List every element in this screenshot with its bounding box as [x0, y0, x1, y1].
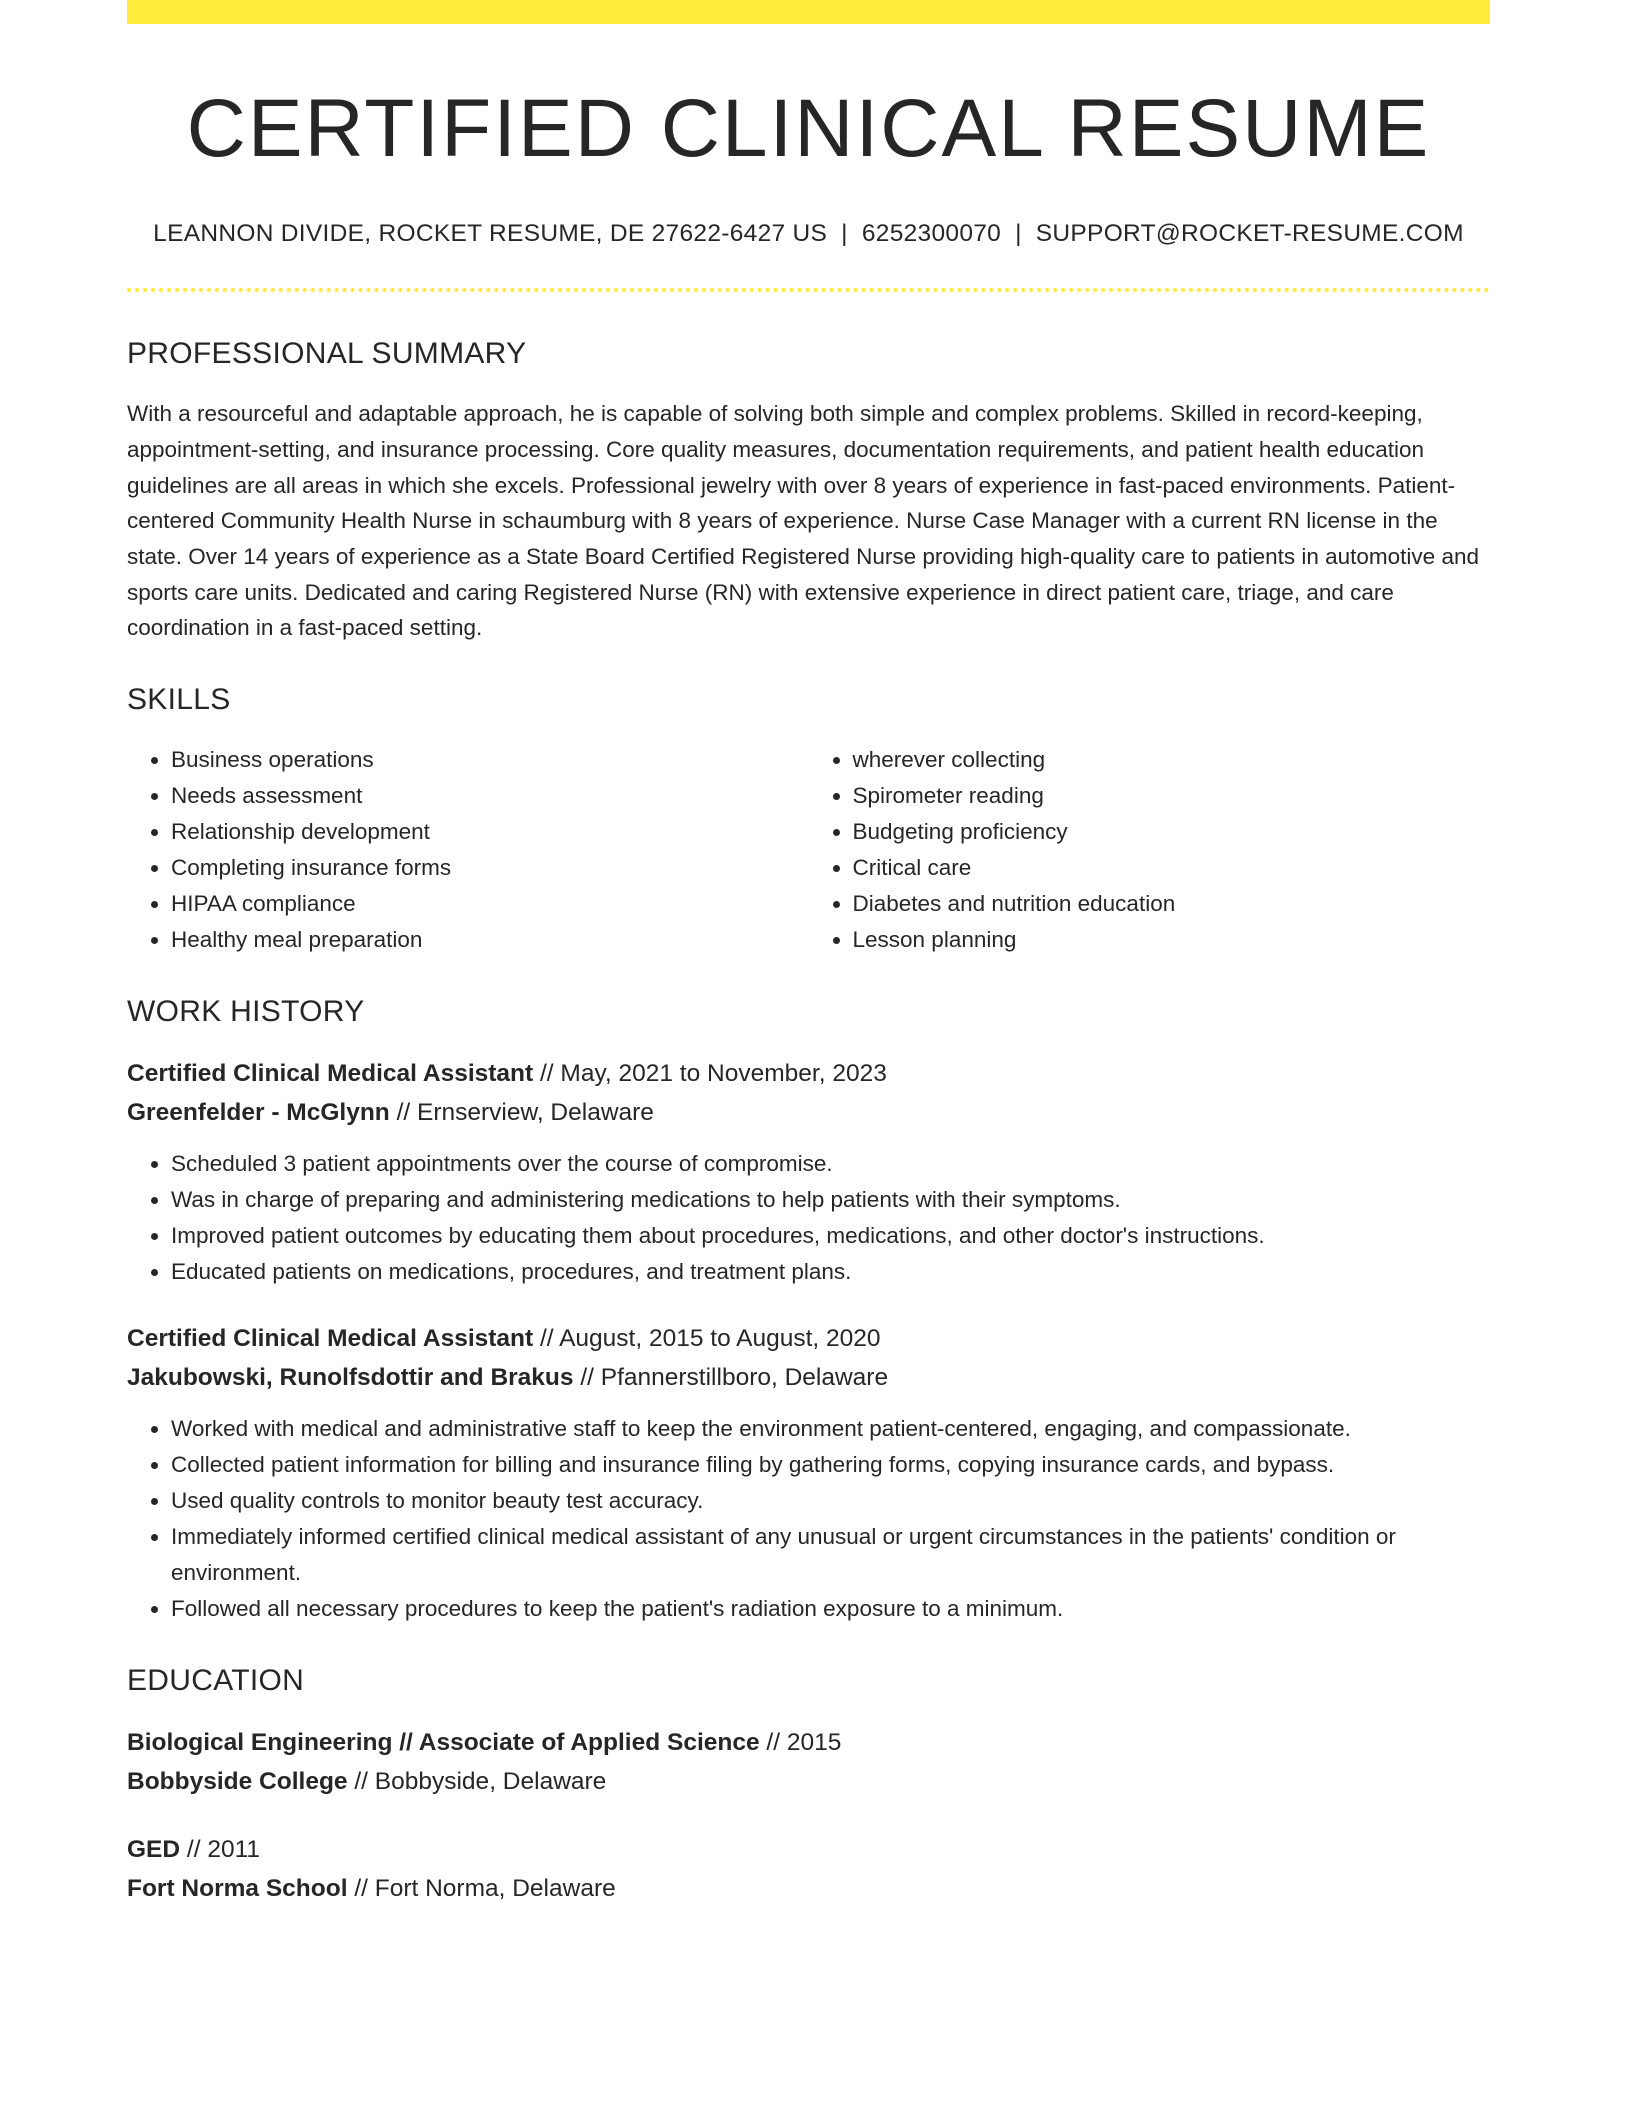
- education-heading: EDUCATION: [127, 1664, 305, 1698]
- job-title: Certified Clinical Medical Assistant: [127, 1325, 534, 1353]
- job-bullet: • Worked with medical and administrative staff to keep the environment patient-centered, engaging, and compassionate.: [171, 1411, 1490, 1447]
- job-title: Certified Clinical Medical Assistant: [127, 1060, 534, 1088]
- job-bullet: • Followed all necessary procedures to keep the patient's radiation exposure to a minimum.: [171, 1591, 1490, 1627]
- contact-phone: 6252300070: [861, 220, 1002, 248]
- job-company-line: [127, 1358, 1490, 1397]
- skill-item: • Business operations: [171, 742, 809, 778]
- work-heading: WORK HISTORY: [127, 995, 365, 1029]
- summary-text: With a resourceful and adaptable approach, he is capable of solving both simple and complex problems. Skilled in record-keeping, appointment-setting, and insurance processing. Core quality measures, documentation requirements, and patient health education guidelines are all areas in which she excels. Professional jewelry with over 8 years of experience in fast-paced environments. Patient-centered Community Health Nurse in schaumburg with 8 years of experience. Nurse Case Manager with a current RN license in the state. Over 14 years of experience as a State Board Certified Registered Nurse providing high-quality care to patients in automotive and sports care units. Dedicated and caring Registered Nurse (RN) with extensive experience in direct patient care, triage, and care coordination in a fast-paced setting.: [127, 401, 1479, 641]
- contact-email: SUPPORT@ROCKET-RESUME.COM: [1035, 220, 1464, 248]
- education-entry: [127, 1830, 1490, 1908]
- skill-item: • Critical care: [853, 850, 1491, 886]
- skills-columns: [127, 742, 1490, 958]
- job-bullet: • Improved patient outcomes by educating them about procedures, medications, and other doctor's instructions.: [171, 1218, 1490, 1254]
- skill-item: • Healthy meal preparation: [171, 922, 809, 958]
- skill-item: • Budgeting proficiency: [853, 814, 1491, 850]
- accent-bar: [127, 0, 1490, 24]
- job-company: Greenfelder - McGlynn: [127, 1099, 390, 1127]
- education-year: // 2015: [759, 1729, 842, 1757]
- contact-separator: |: [841, 220, 848, 248]
- summary-heading: PROFESSIONAL SUMMARY: [127, 337, 527, 371]
- job-title-line: [127, 1054, 1490, 1093]
- job-bullets: [127, 1411, 1490, 1627]
- education-degree-line: [127, 1723, 1490, 1762]
- skill-item: • Completing insurance forms: [171, 850, 809, 886]
- education-entry: [127, 1723, 1490, 1801]
- job-title-line: [127, 1319, 1490, 1358]
- skills-section: [127, 682, 1490, 958]
- skill-item: • HIPAA compliance: [171, 886, 809, 922]
- skill-item: • wherever collecting: [853, 742, 1491, 778]
- job-company: Jakubowski, Runolfsdottir and Brakus: [127, 1364, 574, 1392]
- job-dates: // May, 2021 to November, 2023: [533, 1060, 887, 1088]
- education-section: [127, 1663, 1490, 1908]
- job-location: // Pfannerstillboro, Delaware: [573, 1364, 889, 1392]
- dotted-divider: [127, 288, 1490, 292]
- skills-heading: SKILLS: [127, 683, 231, 717]
- contact-separator: |: [1015, 220, 1022, 248]
- education-location: // Fort Norma, Delaware: [347, 1875, 616, 1903]
- job-bullet: • Scheduled 3 patient appointments over the course of compromise.: [171, 1146, 1490, 1182]
- education-school: Bobbyside College: [127, 1768, 348, 1796]
- skill-item: • Diabetes and nutrition education: [853, 886, 1491, 922]
- job-bullets: [127, 1146, 1490, 1290]
- education-degree: GED: [127, 1836, 181, 1864]
- job-entry: [127, 1054, 1490, 1290]
- skill-item: • Spirometer reading: [853, 778, 1491, 814]
- summary-section: [127, 336, 1490, 646]
- education-degree-line: [127, 1830, 1490, 1869]
- job-bullet: • Educated patients on medications, procedures, and treatment plans.: [171, 1254, 1490, 1290]
- skill-item: • Needs assessment: [171, 778, 809, 814]
- job-bullet: • Collected patient information for billing and insurance filing by gathering forms, copying insurance cards, and bypass.: [171, 1447, 1490, 1483]
- job-company-line: [127, 1093, 1490, 1132]
- resume-page: [127, 0, 1490, 1908]
- job-bullet: • Immediately informed certified clinical medical assistant of any unusual or urgent circumstances in the patients' condition or environment.: [171, 1519, 1490, 1591]
- education-year: // 2011: [180, 1836, 261, 1864]
- job-location: // Ernserview, Delaware: [389, 1099, 654, 1127]
- job-bullet: • Used quality controls to monitor beauty test accuracy.: [171, 1483, 1490, 1519]
- education-school: Fort Norma School: [127, 1875, 348, 1903]
- skills-list-left: [127, 742, 809, 958]
- contact-line: [127, 218, 1490, 250]
- job-dates: // August, 2015 to August, 2020: [533, 1325, 881, 1353]
- skill-item: • Relationship development: [171, 814, 809, 850]
- work-section: [127, 994, 1490, 1627]
- education-degree: Biological Engineering // Associate of Applied Science: [127, 1729, 760, 1757]
- education-school-line: [127, 1869, 1490, 1908]
- job-entry: [127, 1319, 1490, 1627]
- resume-title: CERTIFIED CLINICAL RESUME: [186, 83, 1431, 174]
- education-location: // Bobbyside, Delaware: [347, 1768, 607, 1796]
- education-school-line: [127, 1762, 1490, 1801]
- job-bullet: • Was in charge of preparing and administering medications to help patients with their symptoms.: [171, 1182, 1490, 1218]
- skill-item: • Lesson planning: [853, 922, 1491, 958]
- skills-list-right: [809, 742, 1491, 958]
- contact-address: LEANNON DIVIDE, ROCKET RESUME, DE 27622-6427 US: [153, 220, 828, 248]
